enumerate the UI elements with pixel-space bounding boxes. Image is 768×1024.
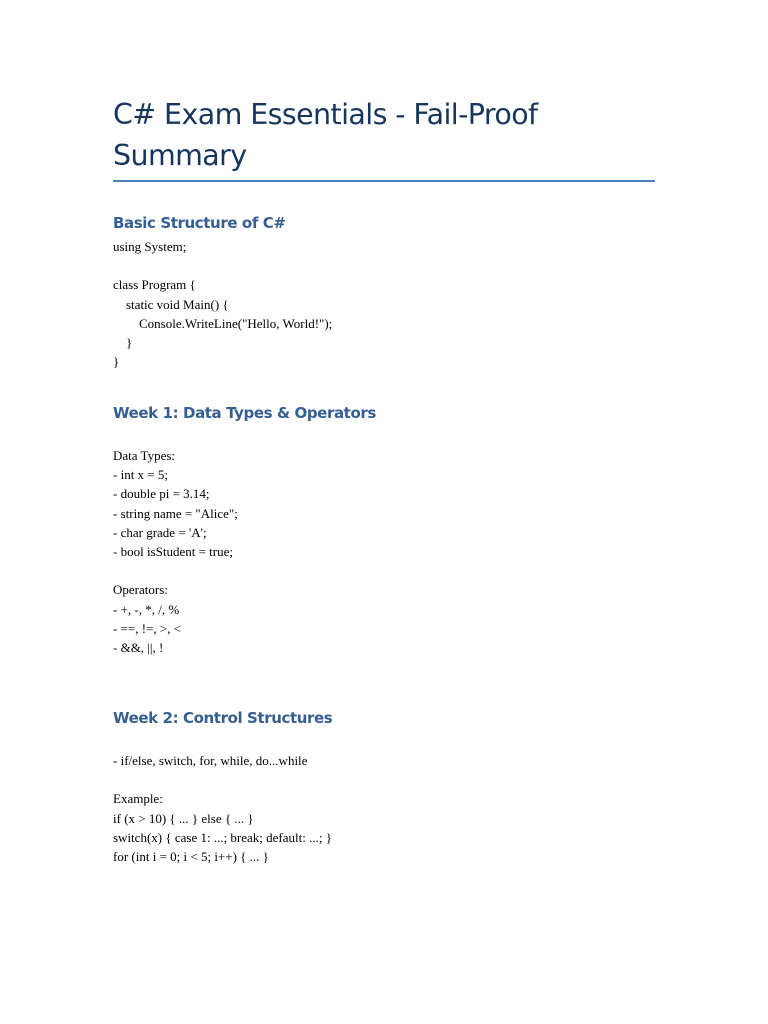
text-line xyxy=(113,561,238,580)
text-line: Operators: xyxy=(113,582,168,598)
text-line: - +, -, *, /, % xyxy=(113,601,180,617)
section-heading-week-2: Week 2: Control Structures xyxy=(113,709,333,727)
text-line: - int x = 5; xyxy=(113,467,168,483)
text-line xyxy=(113,770,332,789)
code-line: } xyxy=(113,334,133,350)
text-line: - bool isStudent = true; xyxy=(113,543,233,559)
code-line: Console.WriteLine("Hello, World!"); xyxy=(113,315,333,331)
code-line: using System; xyxy=(113,239,187,254)
document-title: C# Exam Essentials - Fail-Proof Summary xyxy=(113,98,538,172)
code-line: } xyxy=(113,354,120,370)
code-line xyxy=(113,256,332,275)
text-line: for (int i = 0; i < 5; i++) { ... } xyxy=(113,848,269,864)
text-line: switch(x) { case 1: ...; break; default: ...; } xyxy=(113,829,332,845)
code-line: class Program { xyxy=(113,277,196,293)
title-underline xyxy=(113,180,655,182)
text-line: - double pi = 3.14; xyxy=(113,486,210,502)
text-line: - char grade = 'A'; xyxy=(113,524,207,540)
section-heading-basic-structure: Basic Structure of C# xyxy=(113,214,286,232)
text-line: if (x > 10) { ... } else { ... } xyxy=(113,810,254,826)
text-line: - string name = "Alice"; xyxy=(113,505,238,521)
section-body-basic-structure xyxy=(113,237,332,371)
text-line: - &&, ||, ! xyxy=(113,639,164,655)
text-line: - ==, !=, >, < xyxy=(113,620,182,636)
text-line: - if/else, switch, for, while, do...while xyxy=(113,753,308,768)
section-heading-week-1: Week 1: Data Types & Operators xyxy=(113,404,376,422)
text-line: Data Types: xyxy=(113,448,176,463)
code-line: static void Main() { xyxy=(113,296,229,312)
text-line: Example: xyxy=(113,791,163,807)
section-body-week-1 xyxy=(113,446,238,657)
section-body-week-2 xyxy=(113,751,332,866)
